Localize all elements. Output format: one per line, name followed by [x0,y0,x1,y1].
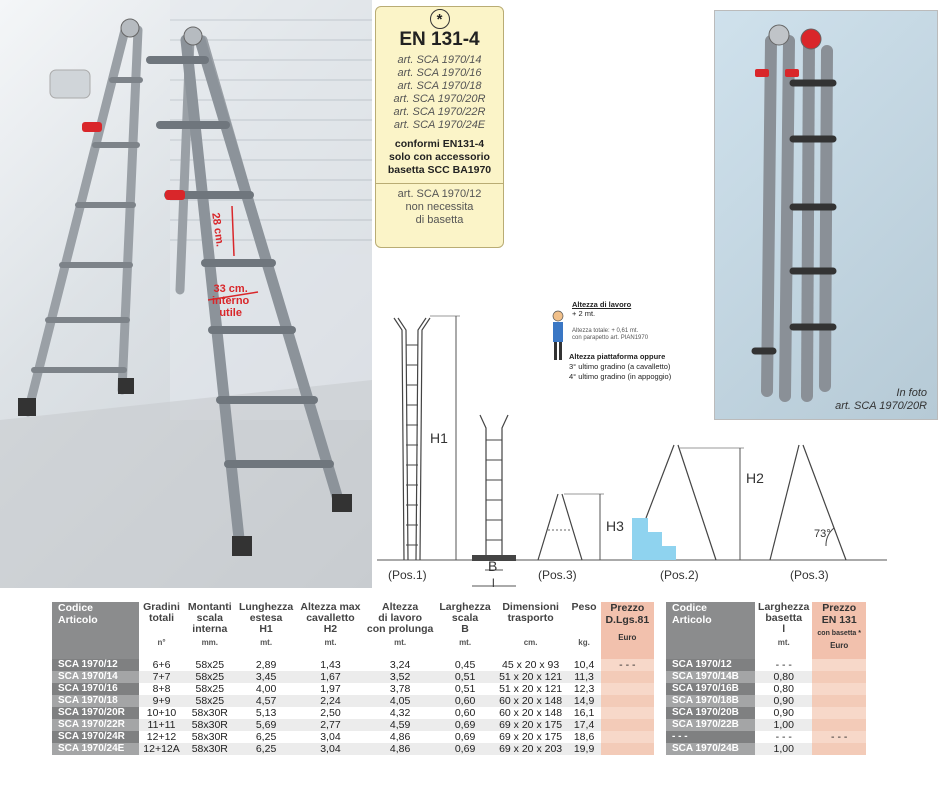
row-price [601,743,654,755]
row-code: SCA 1970/24E [52,743,139,755]
row-value: 17,4 [567,719,600,731]
row-price [601,683,654,695]
row-value: 4,57 [235,695,297,707]
row-value: 6,25 [235,743,297,755]
specs-row [52,731,654,743]
row-value: 12+12 [146,731,177,743]
col-width-header: Larghezza scala B mt. [436,602,493,659]
row-price: - - - [601,659,654,671]
row-value: 4,32 [389,707,411,719]
row-value: 69 x 20 x 175 [494,719,568,731]
norm-box [375,6,504,248]
row-value: 58x30R [184,719,235,731]
base-row-code: SCA 1970/18B [666,695,755,707]
row-price [601,731,654,743]
row-value: 58x30R [191,707,228,719]
row-value: 0,69 [454,731,476,743]
col-rails-header: Montanti scala interna mm. [184,602,235,659]
col-work-height-header: Altezza di lavoro con prolunga mt. [364,602,437,659]
row-value: 3,78 [389,683,411,695]
row-value: 60 x 20 x 148 [499,707,563,719]
row-value: 3,04 [297,743,364,755]
specs-row [52,695,654,707]
work-height-label: Altezza di lavoro [572,300,632,309]
h1-label: H1 [430,430,448,446]
row-value: 0,51 [454,683,476,695]
base-row [666,743,866,755]
col-length-header: Lunghezza estesa H1 mt. [235,602,297,659]
base-row [666,671,866,683]
pos1-label: (Pos.1) [388,568,427,582]
row-value: 2,77 [297,719,364,731]
specs-header-row [52,602,654,659]
platform-b: 4° ultimo gradino (in appoggio) [569,372,672,381]
row-value: 19,9 [567,743,600,755]
row-value: 58x25 [184,695,235,707]
row-value: 0,69 [436,743,493,755]
row-value: 6+6 [152,659,171,671]
row-code: SCA 1970/20R [52,707,139,719]
specs-row [52,707,654,719]
row-code: SCA 1970/22R [52,719,139,731]
base-code-header: Codice Articolo [666,602,755,659]
row-value: 3,45 [235,671,297,683]
row-value: 11,3 [567,671,600,683]
row-value: 58x25 [195,659,225,671]
base-row-price [812,743,866,755]
row-value: 0,51 [436,671,493,683]
total-height-note: con parapetto art. PIAN1970 [572,335,649,341]
row-value: 58x30R [191,731,228,743]
base-row [666,683,866,695]
row-value: 16,1 [573,707,595,719]
row-value: 14,9 [567,695,600,707]
row-value: 9+9 [139,695,185,707]
base-row-width: 0,80 [755,671,812,683]
row-value: 0,60 [454,707,476,719]
base-row-price [812,719,866,731]
row-value: 4,05 [364,695,437,707]
row-value: 1,43 [320,659,341,671]
base-row [666,719,866,731]
row-value: 0,45 [454,659,476,671]
row-value: 3,04 [320,731,341,743]
base-header-row [666,602,866,659]
row-code: SCA 1970/24R [52,731,139,743]
row-code: SCA 1970/16 [52,683,139,695]
h2-label: H2 [746,470,764,486]
row-value: 51 x 20 x 121 [499,683,563,695]
row-value: 7+7 [139,671,185,683]
platform-a: 3° ultimo gradino (a cavalletto) [569,362,671,371]
pos3-large-label: (Pos.3) [790,568,829,582]
row-price [601,695,654,707]
price-header: Prezzo D.Lgs.81 Euro [601,602,654,659]
row-value: 51 x 20 x 121 [494,671,568,683]
row-value: 5,13 [255,707,277,719]
row-value: 10+10 [146,707,177,719]
base-row-code: SCA 1970/22B [666,719,755,731]
ladder-photo [0,0,372,588]
base-row [666,707,866,719]
base-row-code: SCA 1970/16B [666,683,755,695]
row-code: SCA 1970/18 [52,695,139,707]
row-value: 12+12A [139,743,185,755]
row-value: 60 x 20 x 148 [494,695,568,707]
base-row-price [812,683,866,695]
row-price [601,707,654,719]
row-value: 12,3 [573,683,595,695]
ladder-illustration [0,0,372,588]
base-row-price: - - - [812,731,866,743]
base-row-width: 0,90 [755,695,812,707]
specs-table [52,602,654,755]
row-value: 0,60 [436,695,493,707]
row-price [601,719,654,731]
row-value: 2,89 [255,659,277,671]
row-code: SCA 1970/14 [52,671,139,683]
base-row [666,731,866,743]
platform-label: Altezza piattaforma oppure [569,352,666,361]
base-row-width: 0,90 [773,707,794,719]
row-value: 4,86 [364,743,437,755]
row-value: 1,97 [320,683,341,695]
row-value: 58x25 [184,671,235,683]
col-height-header: Altezza max cavalletto H2 mt. [297,602,364,659]
position-diagrams [372,250,917,590]
base-row-width: - - - [775,659,792,671]
base-row-code: - - - [666,731,755,743]
pos3-small-label: (Pos.3) [538,568,577,582]
divider [376,183,503,184]
base-price-header: Prezzo EN 131 con basetta * Euro [812,602,866,659]
base-row-price [812,695,866,707]
base-row-code: SCA 1970/14B [666,671,755,683]
row-value: 3,24 [389,659,411,671]
base-row [666,659,866,671]
row-value: 1,67 [297,671,364,683]
row-value: 69 x 20 x 203 [494,743,568,755]
row-value: 5,69 [235,719,297,731]
row-value: 11+11 [139,719,185,731]
base-row-price [812,659,866,671]
specs-row [52,659,654,671]
total-height-label: Altezza totale: + 0,61 mt. [572,328,639,334]
work-height-value: + 2 mt. [572,309,596,318]
row-value: 18,6 [573,731,595,743]
article-list: art. SCA 1970/14 art. SCA 1970/16 art. SCA 1970/18 art. SCA 1970/20R art. SCA 1970/22R art. SCA 1970/24E [393,54,486,131]
diagram-drawing [372,250,917,590]
angle-label: 73° [814,528,831,540]
base-row-width: 1,00 [755,743,812,755]
b-label: B [488,558,498,574]
specs-row [52,743,654,755]
specs-row [52,719,654,731]
row-value: 6,25 [255,731,277,743]
col-weight-header: Peso kg. [567,602,600,659]
base-row-price [812,671,866,683]
row-code: SCA 1970/12 [52,659,139,671]
base-row-width: 1,00 [755,719,812,731]
base-row-width: 0,80 [773,683,794,695]
base-row-width: - - - [775,731,792,743]
row-value: 45 x 20 x 93 [502,659,560,671]
row-value: 2,50 [320,707,341,719]
l-label: l [492,576,495,590]
row-value: 69 x 20 x 175 [499,731,563,743]
photo-caption: In foto art. SCA 1970/20R [835,387,927,412]
specs-row [52,671,654,683]
row-value: 2,24 [297,695,364,707]
row-value: 4,59 [364,719,437,731]
code-header: Codice Articolo [52,602,139,659]
conformity-note: conformi EN131-4 solo con accessorio basetta SCC BA1970 [387,138,492,176]
base-table [666,602,866,755]
row-value: 58x30R [184,743,235,755]
base-row-code: SCA 1970/24B [666,743,755,755]
col-dimensions-header: Dimensioni trasporto cm. [494,602,568,659]
row-value: 58x25 [195,683,225,695]
asterisk-icon: * [430,9,450,29]
row-value: 4,86 [389,731,411,743]
base-row-code: SCA 1970/12 [666,659,755,671]
row-value: 4,00 [255,683,277,695]
row-price [601,671,654,683]
row-value: 0,69 [436,719,493,731]
row-value: 8+8 [152,683,171,695]
col-steps-header: Gradini totali n° [139,602,185,659]
base-row [666,695,866,707]
base-row-code: SCA 1970/20B [666,707,755,719]
base-width-header: Larghezza basetta l mt. [755,602,812,659]
row-value: 10,4 [573,659,595,671]
h3-label: H3 [606,518,624,534]
row-value: 3,52 [364,671,437,683]
exception-note: art. SCA 1970/12 non necessita di basetta [397,188,482,226]
specs-row [52,683,654,695]
rung-spacing-label: 28 cm. [209,212,226,248]
pos2-label: (Pos.2) [660,568,699,582]
inner-width-label: 33 cm. interno utile [212,283,250,319]
norm-title: EN 131-4 [399,29,480,50]
base-row-price [812,707,866,719]
